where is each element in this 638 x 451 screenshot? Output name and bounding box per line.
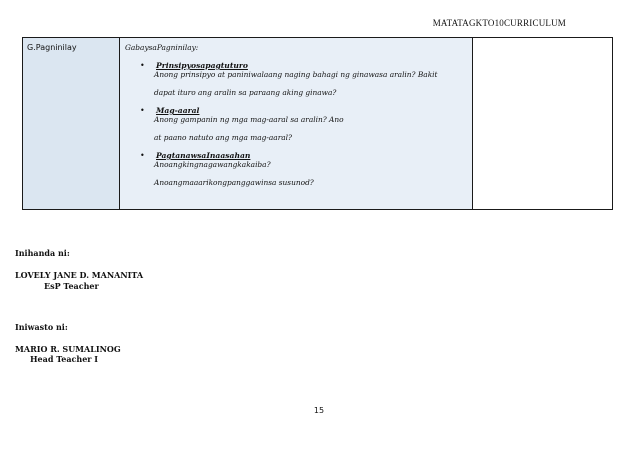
checked-by-role: Head Teacher I [30, 354, 99, 364]
guide-title: GabaysaPagninilay: [125, 43, 199, 52]
checked-by-label: Iniwasto ni: [15, 322, 68, 332]
item-heading: PagtanawsaInaasahan [156, 151, 251, 160]
checked-by-name: MARIO R. SUMALINOG [15, 344, 121, 354]
item-question: Anong prinsipyo at paniniwalaang naging bahagi ng ginawasa aralin? Bakit [154, 70, 438, 79]
row-label: G.Pagninilay [27, 43, 77, 52]
item-question: Anoangkingnagawangkakaiba? [154, 160, 271, 169]
prepared-by-role: EsP Teacher [44, 281, 99, 291]
guide-item [125, 61, 472, 97]
item-heading: Mag-aaral [156, 106, 200, 115]
prepared-by-label: Inihanda ni: [15, 248, 70, 258]
curriculum-header-tag: MATATAGKTO10CURRICULUM [432, 18, 566, 28]
remarks-cell [473, 38, 612, 209]
item-question: Anong gampanin ng mga mag-aaral sa aralin? Ano [154, 115, 344, 124]
item-question: at paano natuto ang mga mag-aaral? [154, 133, 292, 142]
item-question: dapat ituro ang aralin sa paraang aking ginawa? [154, 88, 337, 97]
bullet-icon: • [140, 151, 145, 160]
item-heading: Prinsipyosapagtuturo [156, 61, 248, 70]
item-question: Anoangmaaarikongpanggawinsa susunod? [154, 178, 314, 187]
guide-item [125, 106, 472, 142]
bullet-icon: • [140, 61, 145, 70]
prepared-by-name: LOVELY JANE D. MANANITA [15, 270, 144, 280]
page-number: 15 [313, 406, 325, 415]
lesson-plan-table [22, 37, 613, 210]
reflection-guide-cell [120, 38, 473, 209]
bullet-icon: • [140, 106, 145, 115]
row-label-cell [23, 38, 120, 209]
guide-item [125, 151, 472, 187]
